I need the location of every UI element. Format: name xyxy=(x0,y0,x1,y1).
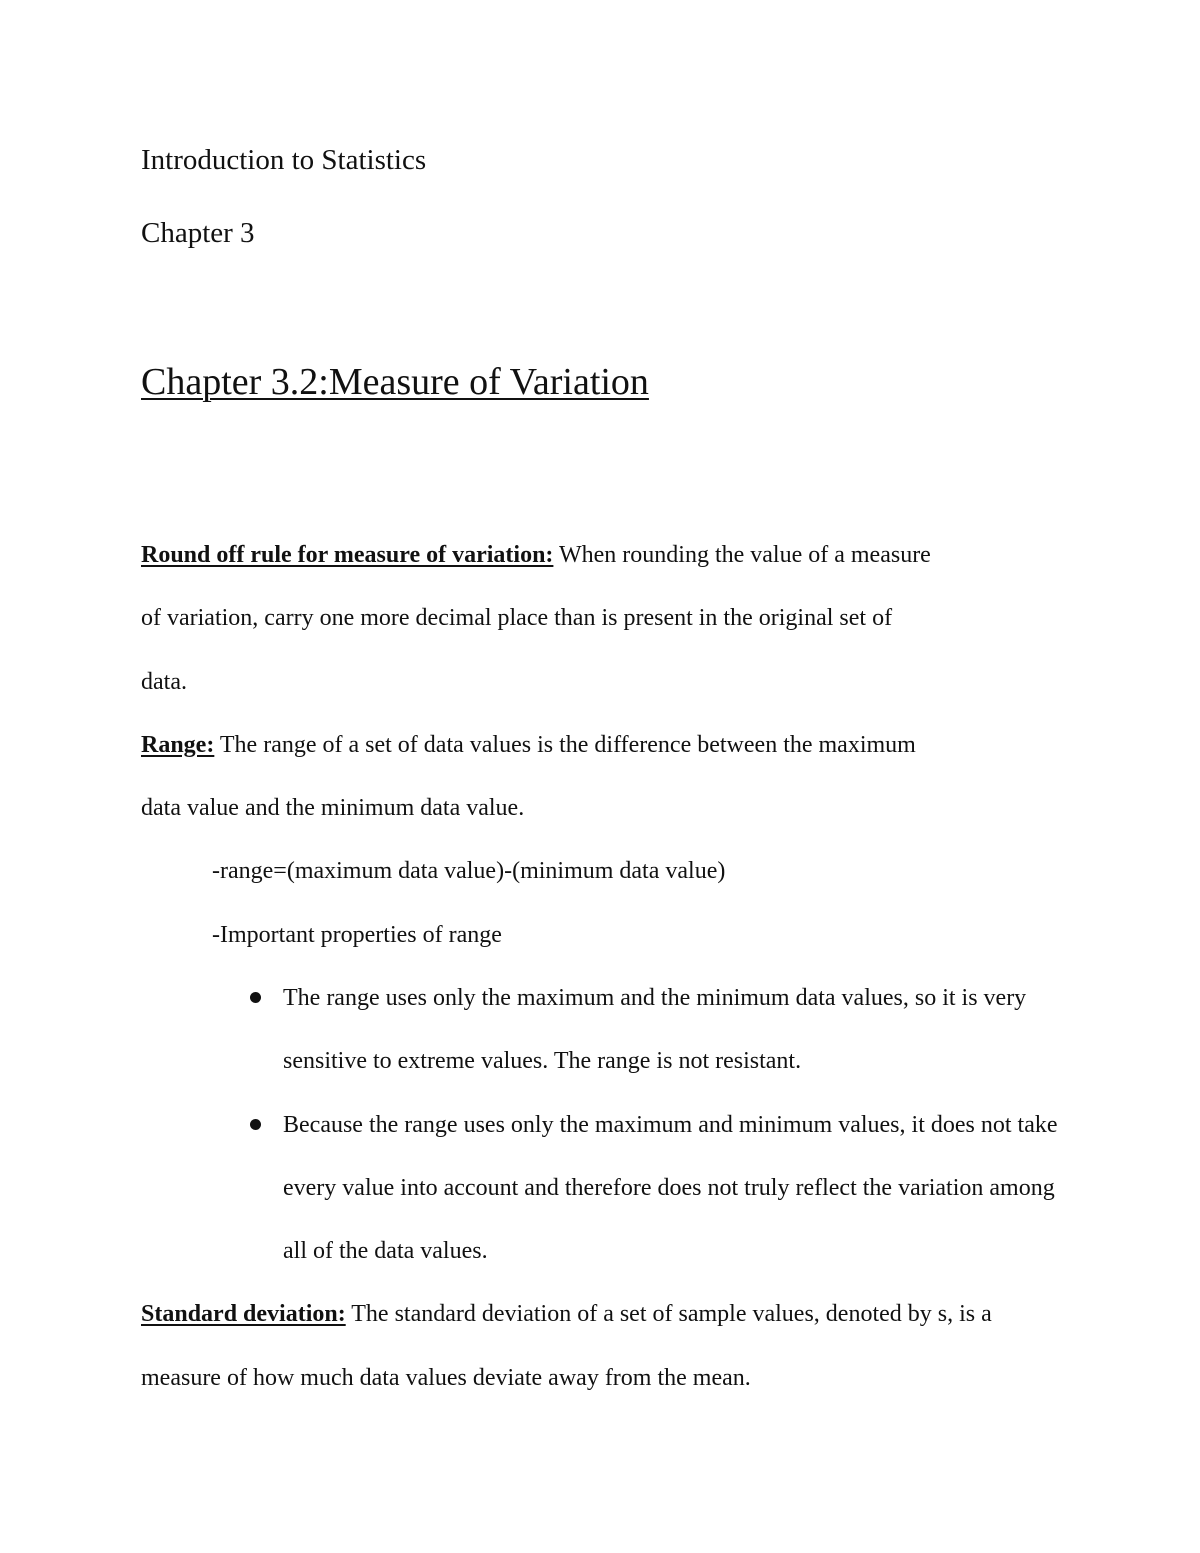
round-off-paragraph xyxy=(141,541,931,569)
section-heading: Chapter 3.2:Measure of Variation xyxy=(141,361,649,403)
standard-deviation-text-line2: measure of how much data values deviate away from the mean. xyxy=(141,1365,751,1391)
course-title: Introduction to Statistics xyxy=(141,144,427,176)
round-off-text-line1: When rounding the value of a measure xyxy=(553,542,931,568)
range-properties-label: -Important properties of range xyxy=(212,922,502,948)
round-off-text-line3: data. xyxy=(141,669,187,695)
range-text-line1: The range of a set of data values is the difference between the maximum xyxy=(214,732,916,758)
range-bullet-2-line2: every value into account and therefore does not truly reflect the variation among xyxy=(283,1175,1055,1201)
range-term: Range: xyxy=(141,732,215,758)
standard-deviation-term: Standard deviation: xyxy=(141,1301,346,1327)
range-bullet-1-line2: sensitive to extreme values. The range is not resistant. xyxy=(283,1048,802,1074)
round-off-text-line2: of variation, carry one more decimal place than is present in the original set of xyxy=(141,605,893,631)
range-text-line2: data value and the minimum data value. xyxy=(141,795,525,821)
range-bullet-2-line3: all of the data values. xyxy=(283,1238,488,1264)
range-formula: -range=(maximum data value)-(minimum data value) xyxy=(212,858,726,884)
chapter-label: Chapter 3 xyxy=(141,217,255,249)
bullet-dot-icon xyxy=(250,1119,261,1130)
bullet-dot-icon xyxy=(250,992,261,1003)
range-bullet-1-line1: The range uses only the maximum and the minimum data values, so it is very xyxy=(283,985,1027,1011)
range-bullet-2-line1: Because the range uses only the maximum and minimum values, it does not take xyxy=(283,1112,1058,1138)
standard-deviation-paragraph xyxy=(141,1300,992,1328)
range-paragraph xyxy=(141,731,916,759)
standard-deviation-text-line1: The standard deviation of a set of sample values, denoted by s, is a xyxy=(345,1301,992,1327)
round-off-term: Round off rule for measure of variation: xyxy=(141,542,554,568)
